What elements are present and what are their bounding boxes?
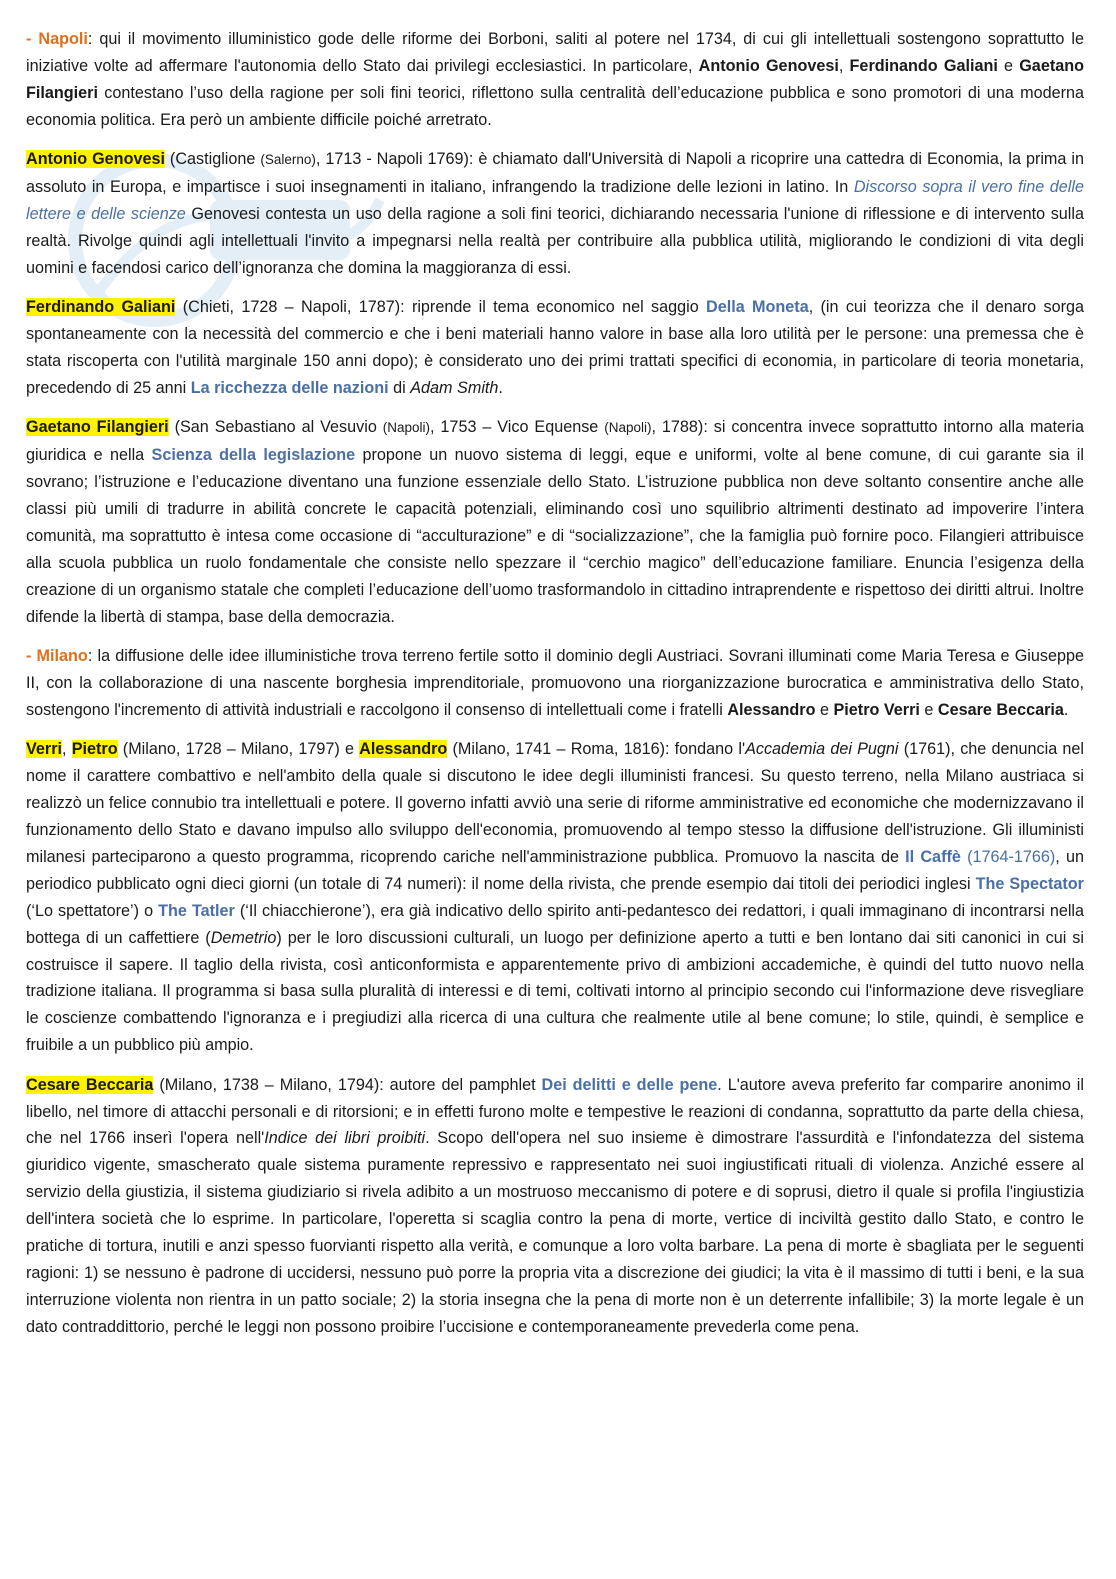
name-genovesi: Antonio Genovesi bbox=[698, 56, 839, 75]
paragraph-galiani: Ferdinando Galiani (Chieti, 1728 – Napoli, 1787): riprende il tema economico nel saggio Della Moneta, (in cui teorizza che il denaro sorga spontaneamente con la necessità del commercio e che i beni materiali hanno valore in base alla loro utilità per le persone: una premessa che è stata riscoperta con l'utilità marginale 150 anni dopo); è considerato uno dei primi trattati specifici di economia, in particolare di teoria monetaria, precedendo di 25 anni La ricchezza delle nazioni di Adam Smith. bbox=[26, 298, 1084, 397]
paragraph-verri: Verri, Pietro (Milano, 1728 – Milano, 1797) e Alessandro (Milano, 1741 – Roma, 1816): fondano l'Accademia dei Pugni (1761), che denuncia nel nome il carattere combattivo e nell'ambito della quale si discutono le idee degli illuministi francesi. Su questo terreno, nella Milano austriaca si realizzò un felice connubio tra intellettuali e potere. Il governo infatti avviò una serie di riforme amministrative ed economiche che modernizzavano il funzionamento dello Stato e davano impulso allo sviluppo dell'economia, promuovendo al tempo stesso la diffusione dell'istruzione. Gli illuministi milanesi parteciparono a questo programma, ricoprendo cariche nell'amministrazione pubblica. Promuovo la nascita de Il Caffè (1764-1766), un periodico pubblicato ogni dieci giorni (un totale di 74 numeri): il nome della rivista, che prende esempio dai titoli dei periodici inglesi The Spectator (‘Lo spettatore’) o The Tatler (‘Il chiacchierone’), era già indicativo dello spirito anti-pedantesco dei redattori, i quali immaginano di incontrarsi nella bottega di un caffettiere (Demetrio) per le loro discussioni culturali, un luogo per definizione aperto a tutti e ben lontano dai siti canonici in cui si costruisce il sapere. Il taglio della rivista, così anticonformista e apparentemente privo di ambizioni accademiche, è quindi del tutto nuovo nella tradizione italiana. Il programma si basa sulla pluralità di interessi e di temi, coltivati intorno al principio secondo cui l'informazione deve risvegliare le coscienze combattendo l'ignoranza e i pregiudizi alla ricerca di una cultura che realmente utile al bene comune; lo stile, quindi, è semplice e fruibile a un pubblico più ampio. bbox=[26, 740, 1085, 1055]
academy-name: Accademia dei Pugni bbox=[745, 740, 899, 759]
journal-tatler: The Tatler bbox=[158, 901, 235, 920]
highlight-name-genovesi: Antonio Genovesi bbox=[26, 150, 165, 169]
work-title-scienza-legislazione: Scienza della legislazione bbox=[151, 446, 356, 465]
work-title-della-moneta: Della Moneta bbox=[706, 298, 809, 317]
document-page bbox=[26, 26, 1084, 1353]
journal-il-caffe: Il Caffè bbox=[905, 847, 961, 866]
paragraph-milano: - Milano: la diffusione delle idee illuministiche trova terreno fertile sotto il dominio degli Austriaci. Sovrani illuminati come Maria Teresa e Giuseppe II, con la collaborazione di una nascente borghesia imprenditoriale, promuovono una riorganizzazione burocratica e amministrativa dello Stato, sostengono l'incremento di attività industriali e raccolgono il consenso di intellettuali come i fratelli Alessandro e Pietro Verri e Cesare Beccaria. bbox=[26, 647, 1085, 719]
index-libri-proibiti: Indice dei libri proibiti bbox=[264, 1129, 426, 1148]
highlight-name-alessandro: Alessandro bbox=[359, 740, 448, 759]
name-filangieri: Gaetano Filangieri bbox=[26, 56, 1084, 102]
author-adam-smith: Adam Smith bbox=[410, 378, 499, 397]
name-pietro-verri: Pietro Verri bbox=[833, 700, 920, 719]
highlight-name-verri: Verri bbox=[26, 740, 63, 759]
place-heading-napoli: - Napoli bbox=[26, 30, 88, 48]
name-alessandro: Alessandro bbox=[727, 700, 816, 719]
paragraph-beccaria: Cesare Beccaria (Milano, 1738 – Milano, 1794): autore del pamphlet Dei delitti e delle pene. L'autore aveva preferito far comparire anonimo il libello, nel timore di attacchi personali e di ritorsioni; e in effetti furono molte e tempestive le reazioni di condanna, soprattutto da parte della chiesa, che nel 1766 inserì l'opera nell'Indice dei libri proibiti. Scopo dell'opera nel suo insieme è dimostrare l'assurdità e l'infondatezza del sistema giuridico vigente, smascherato quale sistema puramente repressivo e rappresentato nei suoi ingiustificati rituali di violenza. Anziché essere al servizio della giustizia, il sistema giudiziario si rivela adibito a un mostruoso meccanismo di potere e di soprusi, dietro il quale si profila l'ingiustizia dell'intera società che lo esprime. In particolare, l'operetta si scaglia contro la pena di morte, vertice di inciviltà gestito dallo Stato, e contro le pratiche di tortura, inutili e anzi spesso fuorvianti rispetto alla verità, e comunque a loro volta barbare. La pena di morte è sbagliata per le seguenti ragioni: 1) se nessuno è padrone di uccidersi, nessuno può porre la propria vita a discrezione dei giudici; la vita è il massimo di tutti i beni, e la sua interruzione violenta non rientra in un patto sociale; 2) la storia insegna che la pena di morte non è un deterrente infallibile; 3) la morte legale è un dato contraddittorio, perché le leggi non possono proibire l’uccisione e contemporaneamente prevederla come pena. bbox=[26, 1075, 1084, 1336]
work-title-ricchezza-nazioni: La ricchezza delle nazioni bbox=[190, 378, 389, 397]
name-galiani: Ferdinando Galiani bbox=[849, 56, 998, 75]
name-beccaria: Cesare Beccaria bbox=[937, 700, 1064, 719]
paragraph-filangieri: Gaetano Filangieri (San Sebastiano al Vesuvio (Napoli), 1753 – Vico Equense (Napoli), 1788): si concentra invece soprattutto intorno alla materia giuridica e nella Scienza della legislazione propone un nuovo sistema di leggi, eque e uniformi, volte al bene comune, di cui garante sia il sovrano; l’istruzione e l’educazione diventano una funzione essenziale dello Stato. L’istruzione pubblica non deve soltanto consentire anche alle classi più umili di tradurre in abilità concrete le capacità potenziali, eliminando così uno squilibrio altrimenti destinato ad impoverire l’intera comunità, ma soprattutto è intesa come occasione di “acculturazione” e di “socializzazione”, che la famiglia può fornire poco. Filangieri attribuisce alla scuola pubblica un ruolo fondamentale che consiste nello spezzare il “cerchio magico” dell’educazione familiare. Enuncia l’esigenza della creazione di un organismo statale che completi l’educazione dell’uomo trasformandolo in cittadino intraprendente e rispettoso dei diritti altrui. Inoltre difende la libertà di stampa, base della democrazia. bbox=[26, 418, 1084, 626]
highlight-name-galiani: Ferdinando Galiani bbox=[26, 298, 176, 317]
highlight-name-beccaria: Cesare Beccaria bbox=[26, 1075, 154, 1094]
work-title-discorso: Discorso sopra il vero fine delle lettere e delle scienze bbox=[26, 178, 1084, 223]
paragraph-genovesi: Antonio Genovesi (Castiglione (Salerno), 1713 - Napoli 1769): è chiamato dall'Università di Napoli a ricoprire una cattedra di Economia, la prima in assoluto in Europa, e impartisce i suoi insegnamenti in italiano, infrangendo la tradizione delle lezioni in latino. In Discorso sopra il vero fine delle lettere e delle scienze Genovesi contesta un uso della ragione a soli fini teorici, dichiarando necessaria l'unione di riflessione e di intervento sulla realtà. Rivolge quindi agli intellettuali l'invito a impegnarsi nella realtà per contribuire alla pubblica utilità, migliorando le condizioni di vita degli uomini e facendosi carico dell’ignoranza che domina la maggioranza di essi. bbox=[26, 150, 1084, 277]
journal-spectator: The Spectator bbox=[975, 874, 1084, 893]
highlight-name-filangieri: Gaetano Filangieri bbox=[26, 418, 169, 437]
highlight-name-pietro: Pietro bbox=[71, 740, 118, 759]
journal-years: (1764-1766) bbox=[960, 847, 1056, 866]
paragraph-napoli: - Napoli: qui il movimento illuministico gode delle riforme dei Borboni, saliti al potere nel 1734, di cui gli intellettuali sostengono soprattutto le iniziative volte ad affermare l'autonomia dello Stato dai privilegi ecclesiastici. In particolare, Antonio Genovesi, Ferdinando Galiani e Gaetano Filangieri contestano l’uso della ragione per soli fini teorici, riflettono sulla centralità dell’educazione pubblica e sono promotori di una moderna economia politica. Era però un ambiente difficile poiché arretrato. bbox=[26, 30, 1084, 129]
work-title-delitti-pene: Dei delitti e delle pene bbox=[541, 1075, 718, 1094]
name-demetrio: Demetrio bbox=[210, 928, 277, 947]
place-heading-milano: - Milano bbox=[26, 647, 88, 666]
